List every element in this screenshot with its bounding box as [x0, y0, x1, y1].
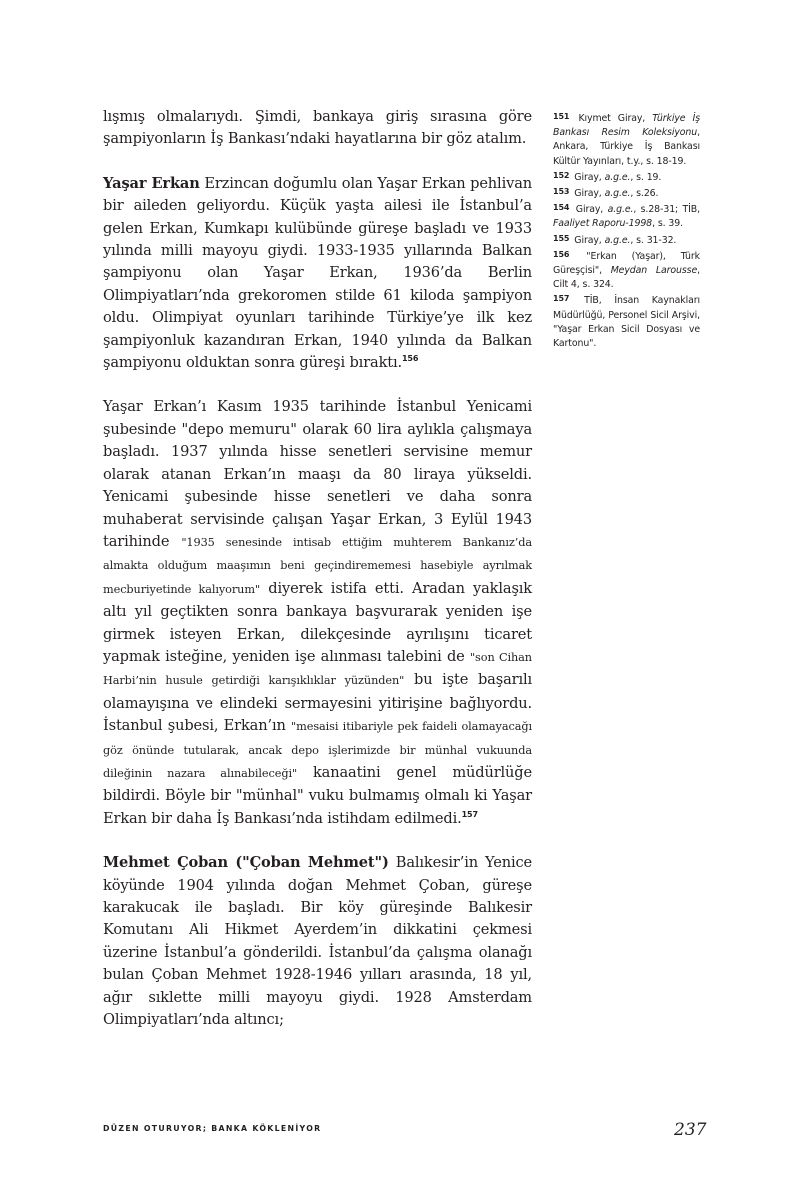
section-heading-yasar-erkan: Yaşar Erkan	[103, 174, 200, 192]
quotation-branch-opinion: "mesaisi itibariyle pek faideli olamayacağı göz önünde tutularak, ancak depo işlerimizde bir münhal vukuunda dileğinin nazara alınabileceği"	[103, 720, 532, 780]
footnote-title: a.g.e.	[604, 234, 631, 246]
footnote-156	[553, 248, 700, 293]
paragraph-intro: lışmış olmalarıydı. Şimdi, bankaya giriş sırasına göre şampiyonların İş Bankası’ndaki hayatlarına bir göz atalım.	[103, 108, 532, 148]
running-head: DÜZEN OTURUYOR; BANKA KÖKLENİYOR	[103, 1124, 322, 1133]
footnote-title: a.g.e.	[604, 171, 631, 183]
footnote-text: Kıymet Giray,	[571, 113, 653, 124]
quotation-war: "son Cihan Harbi’nin husule getirdiği karışıklıklar yüzünden"	[103, 650, 532, 688]
paragraph-text: kanaatini genel müdürlüğe bildirdi. Böyle bir "münhal" vuku bulmamış olmalı ki Yaşar Erkan bir daha İş Bankası’nda istihdam edilmedi.	[103, 763, 532, 827]
footnote-number: 157	[553, 294, 570, 304]
footnote-text: , Ankara, Türkiye İş Bankası Kültür Yayınları, t.y., s. 18-19.	[553, 127, 700, 167]
paragraph-text: Balıkesir’in Yenice köyünde 1904 yılında doğan Mehmet Çoban, güreşe karakucak ile başladı. Bir köy güreşinde Balıkesir Komutanı Ali Hikmet Ayerdem’in dikkatini çekmesi üzerine İstanbul’a gönderildi. İstanbul’da çalışma olanağı bulan Çoban Mehmet 1928-1946 yılları arasında, 18 yıl, ağır sıklette milli mayoyu giydi. 1928 Amsterdam Olimpiyatları’nda altıncı;	[103, 854, 532, 1029]
footnote-ref-156[interactable]: 156	[402, 354, 419, 364]
page-number: 237	[674, 1120, 707, 1140]
paragraph-text: diyerek istifa etti. Aradan yaklaşık altı yıl geçtikten sonra bankaya başvurarak yeniden işe girmek isteyen Erkan, dilekçesinde ayrılışını ticaret yapmak isteğine, yeniden işe alınması talebini de	[103, 579, 532, 665]
footnote-text: , Cilt 4, s. 324.	[553, 265, 700, 291]
paragraph-erkan-career	[103, 396, 532, 830]
footnote-text: , s. 39.	[652, 218, 683, 230]
footnote-text: , s.28-31; TİB,	[633, 204, 700, 216]
footnote-text: , s. 31-32.	[630, 234, 677, 246]
footnote-number: 153	[553, 187, 570, 197]
paragraph-text: Yaşar Erkan’ı Kasım 1935 tarihinde İstanbul Yenicami şubesinde "depo memuru" olarak 60 lira aylıkla çalışmaya başladı. 1937 yılında hisse senetleri servisine memur olarak atanan Erkan’ın maaşı da 80 liraya yükseldi. Yenicami şubesinde hisse senetleri ve daha sonra muhaberat servisinde çalışan Yaşar Erkan, 3 Eylül 1943 tarihinde	[103, 398, 532, 550]
footnote-ref-157[interactable]: 157	[461, 809, 478, 819]
footnote-153	[553, 185, 700, 201]
footnote-157	[553, 292, 700, 351]
footnote-number: 152	[553, 170, 570, 180]
footnote-text: Giray,	[571, 188, 605, 200]
section-heading-mehmet-coban: Mehmet Çoban ("Çoban Mehmet")	[103, 854, 389, 872]
footnote-text: , s.26.	[630, 188, 659, 200]
footnote-number: 155	[553, 233, 570, 243]
footnote-155	[553, 232, 700, 248]
footnote-title: Meydan Larousse	[610, 265, 698, 277]
footnote-title: Türkiye İş Bankası Resim Koleksiyonu	[553, 113, 700, 139]
footnotes-sidebar	[553, 110, 700, 351]
footnote-text: "Erkan (Yaşar), Türk Güreşçisi",	[553, 250, 700, 277]
quotation-resignation: "1935 senesinde intisab ettiğim muhterem Bankanız’da almakta olduğum maaşımın beni geçindirememesi hasebiyle ayrılmak mecburiyetinde kalıyorum"	[103, 535, 532, 596]
footnote-number: 154	[553, 203, 570, 213]
footnote-text: , s. 19.	[630, 171, 662, 183]
footnote-number: 151	[553, 112, 570, 121]
footnote-title: Faaliyet Raporu-1998	[553, 218, 653, 230]
main-text-column	[103, 106, 532, 1053]
footnote-title: a.g.e.	[604, 188, 631, 200]
footnote-154	[553, 201, 700, 231]
footnote-text: Giray,	[571, 204, 608, 216]
footnote-number: 156	[553, 249, 570, 259]
paragraph-text: Erzincan doğumlu olan Yaşar Erkan pehlivan bir aileden geliyordu. Küçük yaşta ailesi ile İstanbul’a gelen Erkan, Kumkapı kulübünde güreşe başladı ve 1933 yılında milli mayoyu giydi. 1933-1935 yıllarında Balkan şampiyonu olan Yaşar Erkan, 1936’da Berlin Olimpiyatları’nda grekoromen stilde 61 kiloda şampiyon oldu. Olimpiyat oyunları tarihinde Türkiye’ye ilk kez şampiyonluk kazandıran Erkan, 1940 yılında da Balkan şampiyonu olduktan sonra güreşi bıraktı.	[103, 174, 532, 372]
footnote-151	[553, 110, 700, 169]
paragraph-yasar-erkan	[103, 173, 532, 375]
footnote-text: Giray,	[571, 171, 605, 183]
footnote-text: Giray,	[571, 234, 605, 246]
paragraph-mehmet-coban	[103, 852, 532, 1031]
footnote-152	[553, 169, 700, 185]
footnote-title: a.g.e.	[607, 204, 634, 216]
paragraph-text: bu işte başarılı olamayışına ve elindeki sermayesini yitirişine bağlıyordu. İstanbul şubesi, Erkan’ın	[103, 671, 532, 735]
footnote-text: TİB, İnsan Kaynakları Müdürlüğü, Personel Sicil Arşivi, "Yaşar Erkan Sicil Dosyası ve Kartonu".	[553, 295, 700, 350]
